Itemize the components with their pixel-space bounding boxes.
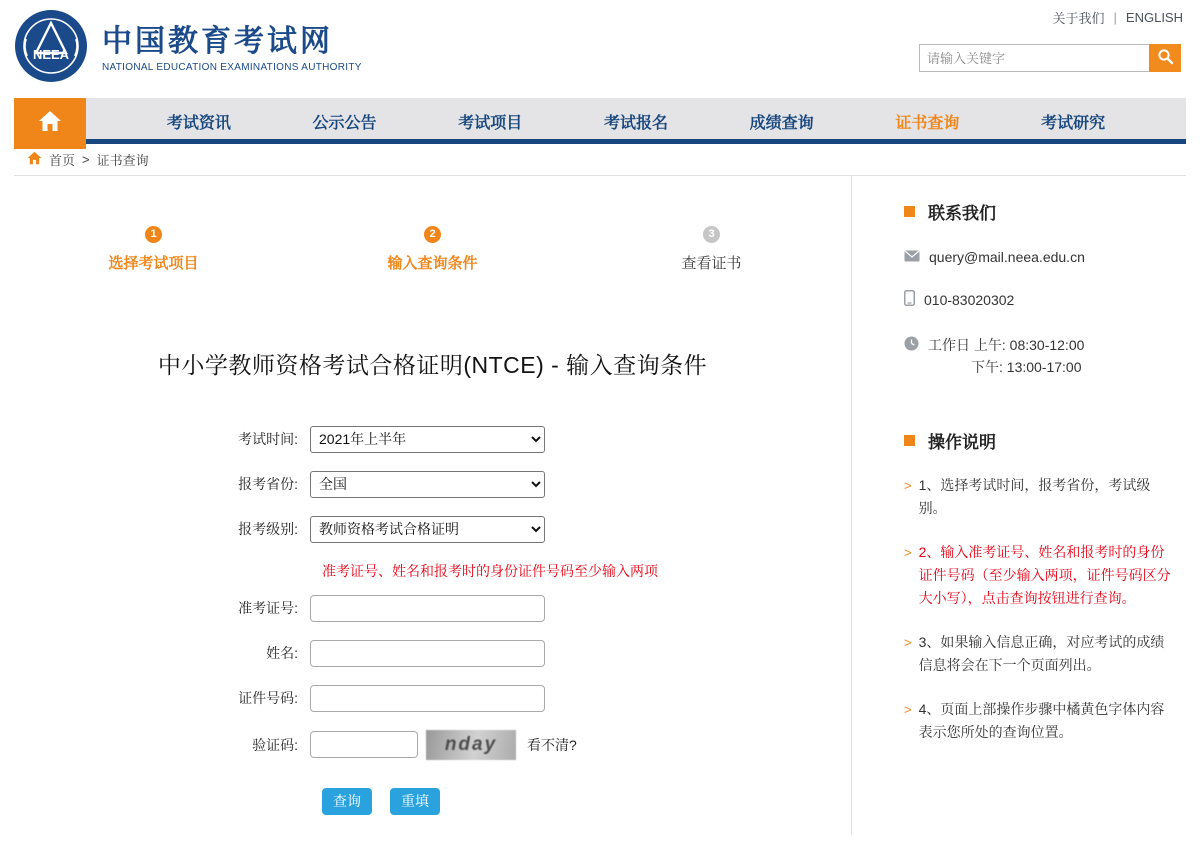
home-icon <box>38 110 62 137</box>
svg-text:NEEA: NEEA <box>32 47 70 62</box>
progress-steps <box>14 224 851 273</box>
step-3-badge: 3 <box>703 226 720 243</box>
province-select[interactable] <box>310 471 545 498</box>
instruction-item-4: > 4、页面上部操作步骤中橘黄色字体内容表示您所处的查询位置。 <box>904 698 1178 744</box>
breadcrumb-home[interactable]: 首页 <box>49 153 76 168</box>
instructions-title: 操作说明 <box>928 433 996 452</box>
hours-afternoon: 下午: 13:00-17:00 <box>971 359 1082 375</box>
step-view-certificate <box>572 224 851 273</box>
instructions-heading <box>904 428 1178 453</box>
step-2-badge: 2 <box>424 226 441 243</box>
name-row <box>14 640 851 667</box>
ticket-number-input[interactable] <box>310 595 545 622</box>
orange-square-bullet <box>904 435 915 446</box>
chevron-right-icon: > <box>904 702 912 717</box>
form-buttons <box>322 788 851 815</box>
query-button[interactable]: 查询 <box>322 788 372 815</box>
captcha-row <box>14 730 851 760</box>
instructions-list <box>904 474 1178 744</box>
contact-email-text: query@mail.neea.edu.cn <box>929 249 1085 265</box>
captcha-image[interactable]: nday <box>426 730 516 760</box>
breadcrumb-current: 证书查询 <box>96 153 149 168</box>
captcha-label: 验证码: <box>252 736 298 753</box>
contact-phone <box>904 290 1178 309</box>
chevron-right-icon: > <box>904 545 912 560</box>
neea-emblem-icon <box>14 9 88 88</box>
breadcrumb-separator: > <box>82 152 90 167</box>
nav-home-button[interactable] <box>14 98 86 149</box>
instruction-item-3: > 3、如果输入信息正确，对应考试的成绩信息将会在下一个页面列出。 <box>904 631 1178 677</box>
site-logo[interactable] <box>14 9 362 88</box>
top-links-separator: | <box>1113 10 1117 25</box>
search-input[interactable] <box>919 44 1149 72</box>
step-enter-criteria <box>293 224 572 273</box>
nav-item-certificate-query[interactable]: 证书查询 <box>895 114 960 132</box>
step-select-exam <box>14 224 293 273</box>
instruction-item-2: > 2、输入准考证号、姓名和报考时的身份证件号码（至少输入两项，证件号码区分大小写），点击查询按钮进行查询。 <box>904 541 1178 610</box>
chevron-right-icon: > <box>904 478 912 493</box>
id-number-label: 证件号码: <box>238 690 298 706</box>
nav-item-score-query[interactable]: 成绩查询 <box>749 114 814 132</box>
level-label: 报考级别: <box>238 521 298 537</box>
nav-item-exam-programs[interactable]: 考试项目 <box>458 114 523 132</box>
site-name: 中国教育考试网 <box>102 24 333 58</box>
captcha-refresh-link[interactable]: 看不清? <box>527 736 577 753</box>
main-area <box>14 176 1186 835</box>
top-links <box>1053 8 1183 27</box>
nav-item-registration[interactable]: 考试报名 <box>603 114 668 132</box>
nav-item-exam-research[interactable]: 考试研究 <box>1041 114 1106 132</box>
main-nav <box>14 98 1186 144</box>
captcha-input[interactable] <box>310 731 418 758</box>
site-subtitle: NATIONAL EDUCATION EXAMINATIONS AUTHORITY <box>102 61 362 73</box>
step-1-label: 选择考试项目 <box>108 254 199 272</box>
english-link[interactable]: ENGLISH <box>1125 10 1183 25</box>
query-content <box>14 176 852 835</box>
step-3-label: 查看证书 <box>681 254 742 272</box>
breadcrumb-home-icon <box>27 151 42 168</box>
contact-hours-text <box>928 334 1084 378</box>
ticket-number-row <box>14 595 851 622</box>
name-input[interactable] <box>310 640 545 667</box>
hours-morning: 工作日 上午: 08:30-12:00 <box>928 337 1085 353</box>
input-requirement-notice: 准考证号、姓名和报考时的身份证件号码至少输入两项 <box>322 562 658 579</box>
breadcrumb <box>14 144 1186 176</box>
contact-hours <box>904 334 1178 378</box>
reset-button[interactable]: 重填 <box>390 788 440 815</box>
clock-icon <box>904 336 919 354</box>
step-2-label: 输入查询条件 <box>387 254 478 272</box>
phone-icon <box>904 290 915 309</box>
contact-email <box>904 249 1178 265</box>
nav-item-exam-news[interactable]: 考试资讯 <box>166 114 231 132</box>
about-us-link[interactable]: 关于我们 <box>1052 11 1105 26</box>
instructions-section <box>904 428 1178 744</box>
level-select[interactable] <box>310 516 545 543</box>
ticket-number-label: 准考证号: <box>238 600 298 616</box>
province-label: 报考省份: <box>238 476 298 492</box>
contact-title: 联系我们 <box>928 204 996 223</box>
instruction-item-1: > 1、选择考试时间，报考省份，考试级别。 <box>904 474 1178 520</box>
site-title-block <box>102 25 362 73</box>
nav-items <box>86 98 1186 144</box>
right-sidebar <box>852 176 1186 835</box>
search-button[interactable] <box>1149 44 1181 72</box>
nav-item-announcements[interactable]: 公示公告 <box>312 114 377 132</box>
step-1-badge: 1 <box>145 226 162 243</box>
contact-phone-text: 010-83020302 <box>924 291 1015 308</box>
id-number-input[interactable] <box>310 685 545 712</box>
name-label: 姓名: <box>266 645 298 661</box>
exam-time-select[interactable] <box>310 426 545 453</box>
search-icon <box>1157 48 1174 68</box>
exam-time-row <box>14 426 851 453</box>
query-form <box>14 426 851 815</box>
site-header <box>0 0 1200 98</box>
envelope-icon <box>904 249 920 265</box>
orange-square-bullet <box>904 206 915 217</box>
province-row <box>14 471 851 498</box>
chevron-right-icon: > <box>904 635 912 650</box>
site-search <box>919 44 1181 72</box>
level-row <box>14 516 851 543</box>
contact-section-heading <box>904 199 1178 224</box>
exam-time-label: 考试时间: <box>238 431 298 447</box>
page-title: 中小学教师资格考试合格证明(NTCE) - 输入查询条件 <box>157 351 708 378</box>
id-number-row <box>14 685 851 712</box>
